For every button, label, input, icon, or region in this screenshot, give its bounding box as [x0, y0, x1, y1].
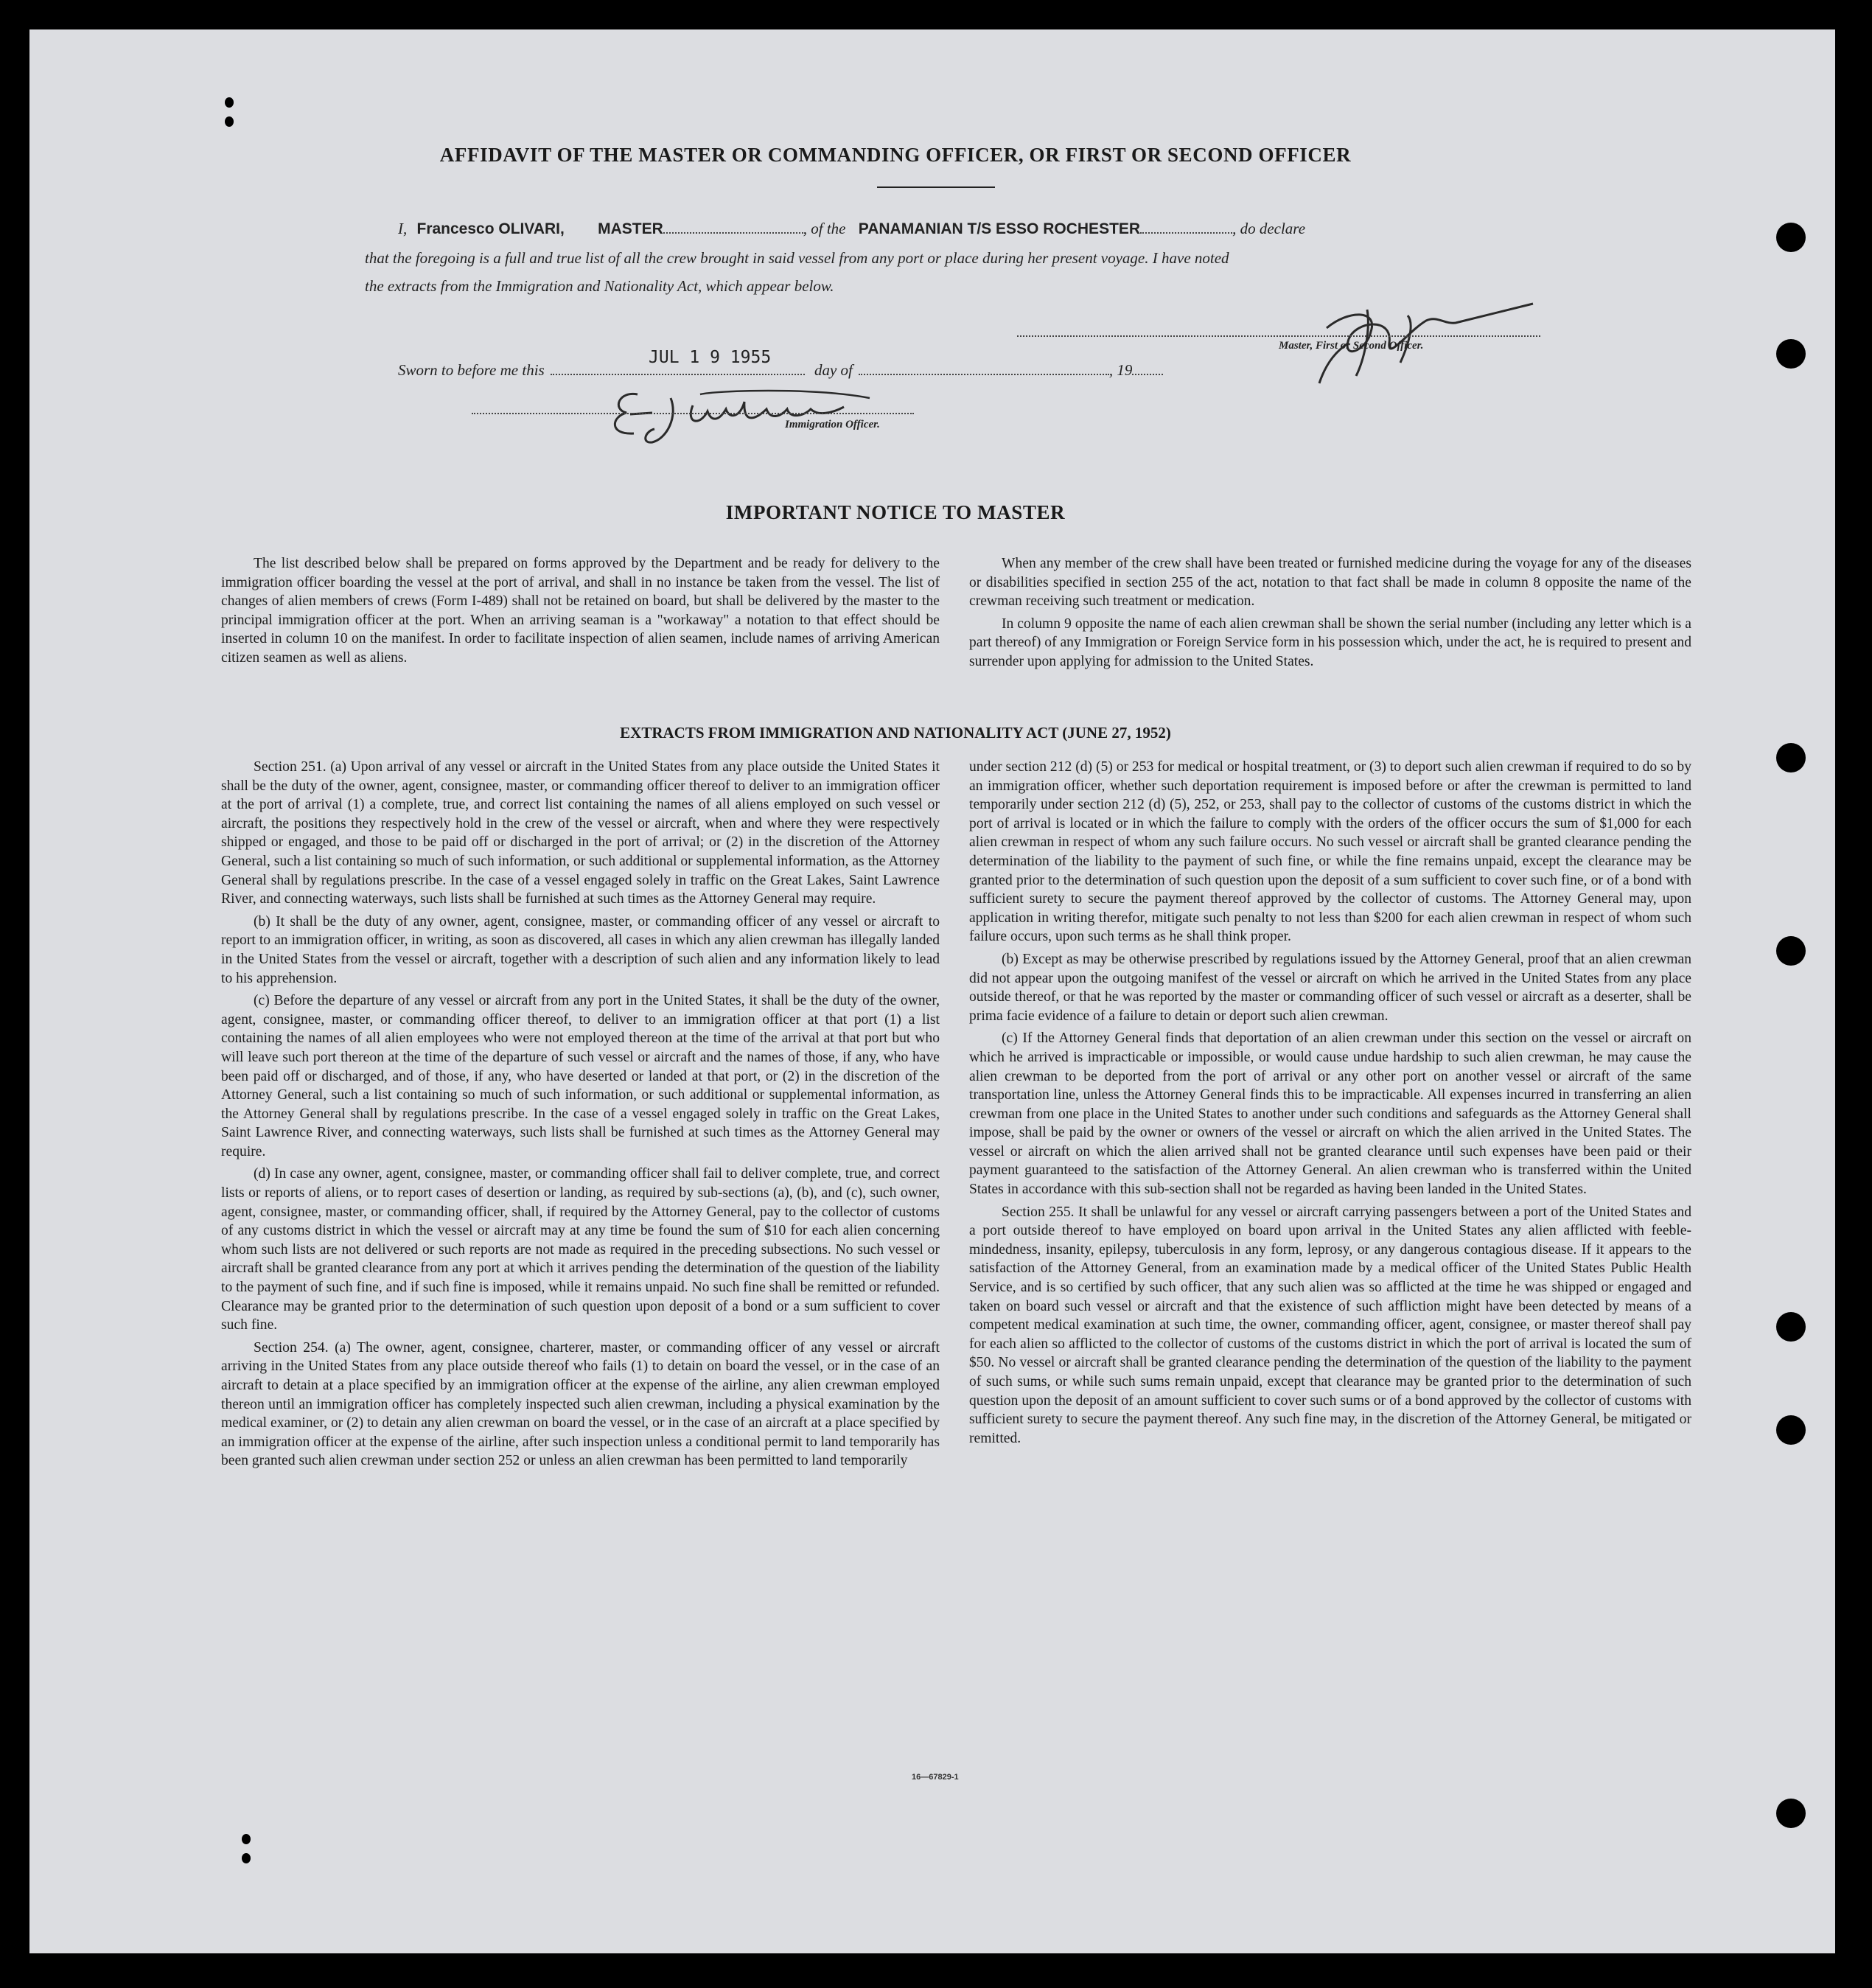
extract-paragraph: under section 212 (d) (5) or 253 for medical or hospital treatment, or (3) to deport such alien crewman if required to do so by an immigration officer, whether such deportation requirement is imposed before or after the crewman is permitted to land temporarily under section 212 (d) (5), 252, or 253, shall pay to the collector of customs of the customs district in which the port of arrival is located or in which the failure to comply with the orders of the officer occurs the sum of $1,000 for each alien crewman in respect of whom any such failure occurs. No such vessel or aircraft shall be granted clearance pending the determination of the liability to the payment of such fine, or while the fine remains unpaid, except the clearance may be granted prior to the determination of such question upon the deposit of a sum sufficient to cover such fine, or of a bond with sufficient surety to secure the payment thereof approved by the collector of customs. The Attorney General may, upon application in writing therefor, mitigate such penalty to not less than $200 for each alien crewman in respect of whom such failure occurs, upon such terms as he shall think proper. [969, 759, 1691, 945]
extracts-title: EXTRACTS FROM IMMIGRATION AND NATIONALITY ACT (JUNE 27, 1952) [620, 724, 1171, 742]
master-signature-caption: Master, First or Second Officer. [1279, 340, 1424, 352]
staple-mark [225, 97, 234, 108]
master-rank: MASTER [598, 220, 663, 237]
punch-hole [1776, 1415, 1806, 1445]
notice-paragraph: The list described below shall be prepared on forms approved by the Department and be ready for delivery to the immigration officer boarding the vessel at the port of arrival, and shall in no instance be taken from the vessel. The list of changes of alien members of crews (Form I-489) shall not be retained on board, but shall be delivered by the master to the principal immigration officer at the port. When an arriving seaman is a "workaway" a notation to that effect should be inserted in column 10 on the manifest. In order to facilitate inspection of alien seamen, include names of arriving American citizen seamen as well as aliens. [221, 556, 940, 666]
title-rule [877, 186, 995, 188]
extract-paragraph: (b) Except as may be otherwise prescribed by regulations issued by the Attorney General, proof that an alien crewman did not appear upon the outgoing manifest of the vessel or aircraft on which he arrived in the United States from any place outside thereof, or that he was reported by the master or commanding officer of such vessel or aircraft as a deserter, shall be prima facie evidence of a failure to detain or deport such alien crewman. [969, 951, 1691, 1024]
date-stamp: JUL 1 9 1955 [649, 348, 772, 367]
officer-caption: Immigration Officer. [785, 419, 880, 430]
year-label: , 19 [1108, 361, 1133, 379]
punch-hole [1776, 1312, 1806, 1342]
staple-mark [242, 1853, 251, 1863]
master-signature [1297, 280, 1592, 398]
extracts-right-column [969, 758, 1691, 1448]
signature-line [1017, 335, 1540, 337]
dotted-fill [663, 229, 803, 234]
extract-paragraph: (c) If the Attorney General finds that deportation of an alien crewman under this section on the vessel or aircraft on which he arrived is impracticable or impossible, or would cause undue hardship to such alien crewman, he may cause the alien crewman to be deported from the port of arrival or any other port on another vessel or aircraft of the same transportation line, unless the Attorney General finds this to be impracticable. All expenses incurred in transferring an alien crewman from one place in the United States to another under such conditions and safeguards as the Attorney General shall impose, shall be paid by the owner or owners of the vessel or aircraft on which the alien arrived in the United States. The vessel or aircraft on which the alien arrived shall not be granted clearance until such expenses have been paid or their payment guaranteed to the satisfaction of the Attorney General. An alien crewman who is transferred within the United States in accordance with this sub-section shall not be regarded as having been landed in the United States. [969, 1030, 1691, 1198]
document-page [29, 29, 1835, 1953]
extract-paragraph: (d) In case any owner, agent, consignee, master, or commanding officer shall fail to deliver complete, true, and correct lists or reports of aliens, or to report cases of desertion or landing, as required by sub-sections (a), (b), and (c), such owner, agent, consignee, master, or commanding officer, shall, if required by the Attorney General, pay to the collector of customs of any customs district in which the vessel or aircraft may at any time be found the sum of $10 for each alien concerning whom such lists are not delivered or such reports are not made as required in the preceding subsections. No such vessel or aircraft shall be granted clearance from any port at which it arrives pending the determination of the question of the liability to the payment of such fine, and if such fine is imposed, while it remains unpaid. No such fine shall be remitted or refunded. Clearance may be granted prior to the determination of such question upon deposit of a bond or a sum sufficient to cover such fine. [221, 1166, 940, 1333]
do-declare-label: , do declare [1232, 220, 1306, 237]
notice-paragraph: In column 9 opposite the name of each alien crewman shall be shown the serial number (including any letter which is a part thereof) of any Immigration or Foreign Service form in his possession which, under the act, he is required to present and surrender upon applying for admission to the United States. [969, 615, 1691, 669]
of-the-label: , of the [803, 220, 846, 237]
dotted-fill [1132, 371, 1163, 375]
master-name: Francesco OLIVARI, [416, 220, 565, 237]
punch-hole [1776, 223, 1806, 252]
notice-left-column [221, 554, 940, 668]
officer-signature-line [472, 413, 914, 414]
punch-hole [1776, 339, 1806, 369]
punch-hole [1776, 743, 1806, 772]
notice-right-column [969, 554, 1691, 672]
extract-paragraph: (c) Before the departure of any vessel or aircraft from any port in the United States, it shall be the duty of the owner, agent, consignee, master, or commanding officer thereof, to deliver to an immigration officer at that port (1) a list containing the names of all alien employees who were not employed thereon at the time of the arrival at that port but who will leave such port thereon at the time of the departure of such vessel or aircraft and the names of those, if any, who have been paid off or discharged, and of those, if any, who have deserted or landed at that port, or (2) in the discretion of the Attorney General, such a list containing so much of such information, or such additional or supplemental information, as the Attorney General shall by regulations prescribe. In the case of a vessel engaged solely in traffic on the Great Lakes, Saint Lawrence River, and connecting waterways, such lists shall be furnished at such times as the Attorney General may require. [221, 993, 940, 1159]
staple-mark [242, 1834, 251, 1844]
extract-paragraph: Section 255. It shall be unlawful for any vessel or aircraft carrying passengers between a port of the United States and a port outside thereof to have employed on board upon arrival in the United States any alien afflicted with feeble-mindedness, insanity, epilepsy, tuberculosis in any form, leprosy, or any dangerous contagious disease. If it appears to the satisfaction of the Attorney General, from an examination made by a medical officer of the United States Public Health Service, and is so certified by such officer, that any such alien was so afflicted at the time he was shipped or engaged and taken on board such vessel or aircraft and that the existence of such affliction might have been detected by means of a competent medical examination at such time, the owner, commanding officer, agent, consignee, or master thereof shall pay for each alien so afflicted to the collector of customs of the customs district in which the port of arrival is located the sum of $50. No vessel or aircraft shall be granted clearance pending the determination of the question of the liability to the payment of such sums, or while such sums remain unpaid, except that clearance may be granted prior to the determination of such question upon the deposit of an amount sufficient to cover such sums or of a bond approved by the collector of customs with sufficient surety to secure the payment thereof. Any such fine may, in the discretion of the Attorney General, be mitigated or remitted. [969, 1204, 1691, 1446]
dotted-fill [551, 371, 805, 375]
officer-signature [590, 376, 899, 457]
punch-hole [1776, 936, 1806, 966]
declaration-line-3: the extracts from the Immigration and Nationality Act, which appear below. [365, 277, 834, 295]
vessel-name: PANAMANIAN T/S ESSO ROCHESTER [858, 220, 1141, 237]
notice-paragraph: When any member of the crew shall have been treated or furnished medicine during the voyage for any of the diseases or disabilities specified in section 255 of the act, notation to that fact shall be made in column 8 opposite the name of the crewman receiving such treatment or medication. [969, 556, 1691, 610]
affidavit-title: AFFIDAVIT OF THE MASTER OR COMMANDING OFFICER, OR FIRST OR SECOND OFFICER [439, 144, 1352, 166]
extract-paragraph: Section 251. (a) Upon arrival of any vessel or aircraft in the United States from any place outside the United States it shall be the duty of the owner, agent, consignee, master, or commanding officer thereof to deliver to an immigration officer at the port of arrival (1) a complete, true, and correct list containing the names of all aliens employed on such vessel or aircraft, the positions they respectively hold in the crew of the vessel or aircraft, when and where they were respectively shipped or engaged, and those to be paid off or discharged in the port of arrival; or (2) in the discretion of the Attorney General, such a list containing so much of such information, or such additional or supplemental information, as the Attorney General shall by regulations prescribe. In the case of a vessel engaged solely in traffic on the Great Lakes, Saint Lawrence River, and connecting waterways, such lists shall be furnished at such times as the Attorney General may require. [221, 759, 940, 907]
punch-hole [1776, 1799, 1806, 1828]
staple-mark [225, 116, 234, 127]
declaration-line-1 [398, 220, 1305, 238]
form-number: 16—67829-1 [912, 1773, 959, 1782]
dotted-fill [1140, 229, 1232, 234]
extracts-left-column [221, 758, 940, 1471]
extract-paragraph: Section 254. (a) The owner, agent, consignee, charterer, master, or commanding officer of any vessel or aircraft arriving in the United States from any place outside thereof who fails (1) to detain on board the vessel, or in the case of an aircraft to detain at a place specified by an immigration officer at the expense of the airline, any alien crewman employed thereon until an immigration officer has completely inspected such alien crewman, including a physical examination by the medical examiner, or (2) to detain any alien crewman on board the vessel, or in the case of an aircraft at a place specified by an immigration officer at the expense of the airline, after such inspection unless a conditional permit to land temporarily has been granted such alien crewman under section 252 or unless an alien crewman has been permitted to land temporarily [221, 1339, 940, 1469]
notice-title: IMPORTANT NOTICE TO MASTER [725, 501, 1066, 523]
extract-paragraph: (b) It shall be the duty of any owner, agent, consignee, master, or commanding officer of any vessel or aircraft to report to an immigration officer, in writing, as soon as discovered, all cases in which any alien crewman has illegally landed in the United States from the vessel or aircraft, together with a description of such alien and any information likely to lead to his apprehension. [221, 913, 940, 986]
sworn-prefix: Sworn to before me this [398, 361, 545, 379]
declaration-i: I, [398, 220, 408, 237]
dotted-fill [859, 371, 1109, 375]
day-of-label: day of [814, 361, 853, 379]
declaration-line-2: that the foregoing is a full and true list of all the crew brought in said vessel from any port or place during her present voyage. I have noted [365, 249, 1229, 267]
